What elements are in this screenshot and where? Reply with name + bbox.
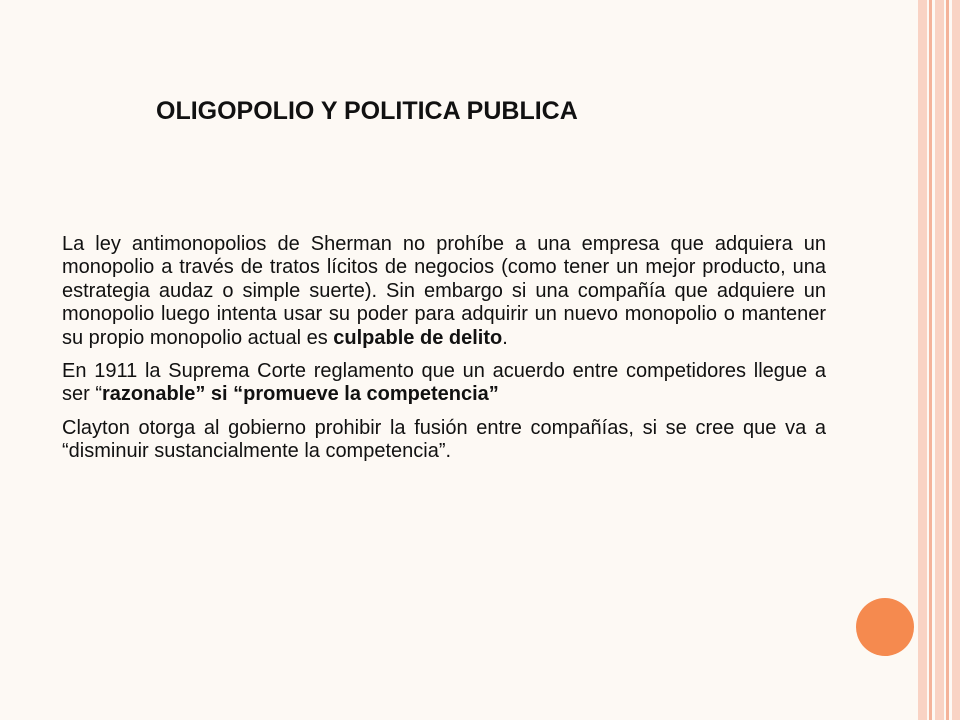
bold-phrase: culpable de delito bbox=[333, 326, 503, 349]
bold-phrase: razonable” si “promueve la competencia” bbox=[102, 383, 499, 406]
accent-circle bbox=[856, 598, 914, 656]
paragraph bbox=[62, 417, 826, 464]
slide-title: OLIGOPOLIO Y POLITICA PUBLICA bbox=[156, 97, 578, 125]
paragraph bbox=[62, 233, 826, 350]
decorative-stripe bbox=[929, 0, 932, 720]
paragraph-text: En 1911 la Suprema Corte reglamento que un acuerdo entre competidores llegue a ser “ bbox=[62, 360, 826, 406]
paragraph-text-end: . bbox=[502, 326, 508, 349]
paragraph bbox=[62, 360, 826, 407]
decorative-stripe bbox=[946, 0, 949, 720]
paragraph-text: La ley antimonopolios de Sherman no prohíbe a una empresa que adquiera un monopolio a través de tratos lícitos de negocios (como tener un mejor producto, una estrategia audaz o simple suerte). Sin embargo si una compañía que adquiere un monopolio luego intenta usar su poder para adquirir un nuevo monopolio o mantener su propio monopolio actual es bbox=[62, 233, 826, 349]
paragraph-text: Clayton otorga al gobierno prohibir la fusión entre compañías, si se cree que va a “disminuir sustancialmente la competencia”. bbox=[62, 416, 826, 463]
decorative-stripe bbox=[952, 0, 960, 720]
decorative-stripe bbox=[918, 0, 927, 720]
decorative-stripe bbox=[935, 0, 944, 720]
slide-body bbox=[62, 233, 826, 474]
